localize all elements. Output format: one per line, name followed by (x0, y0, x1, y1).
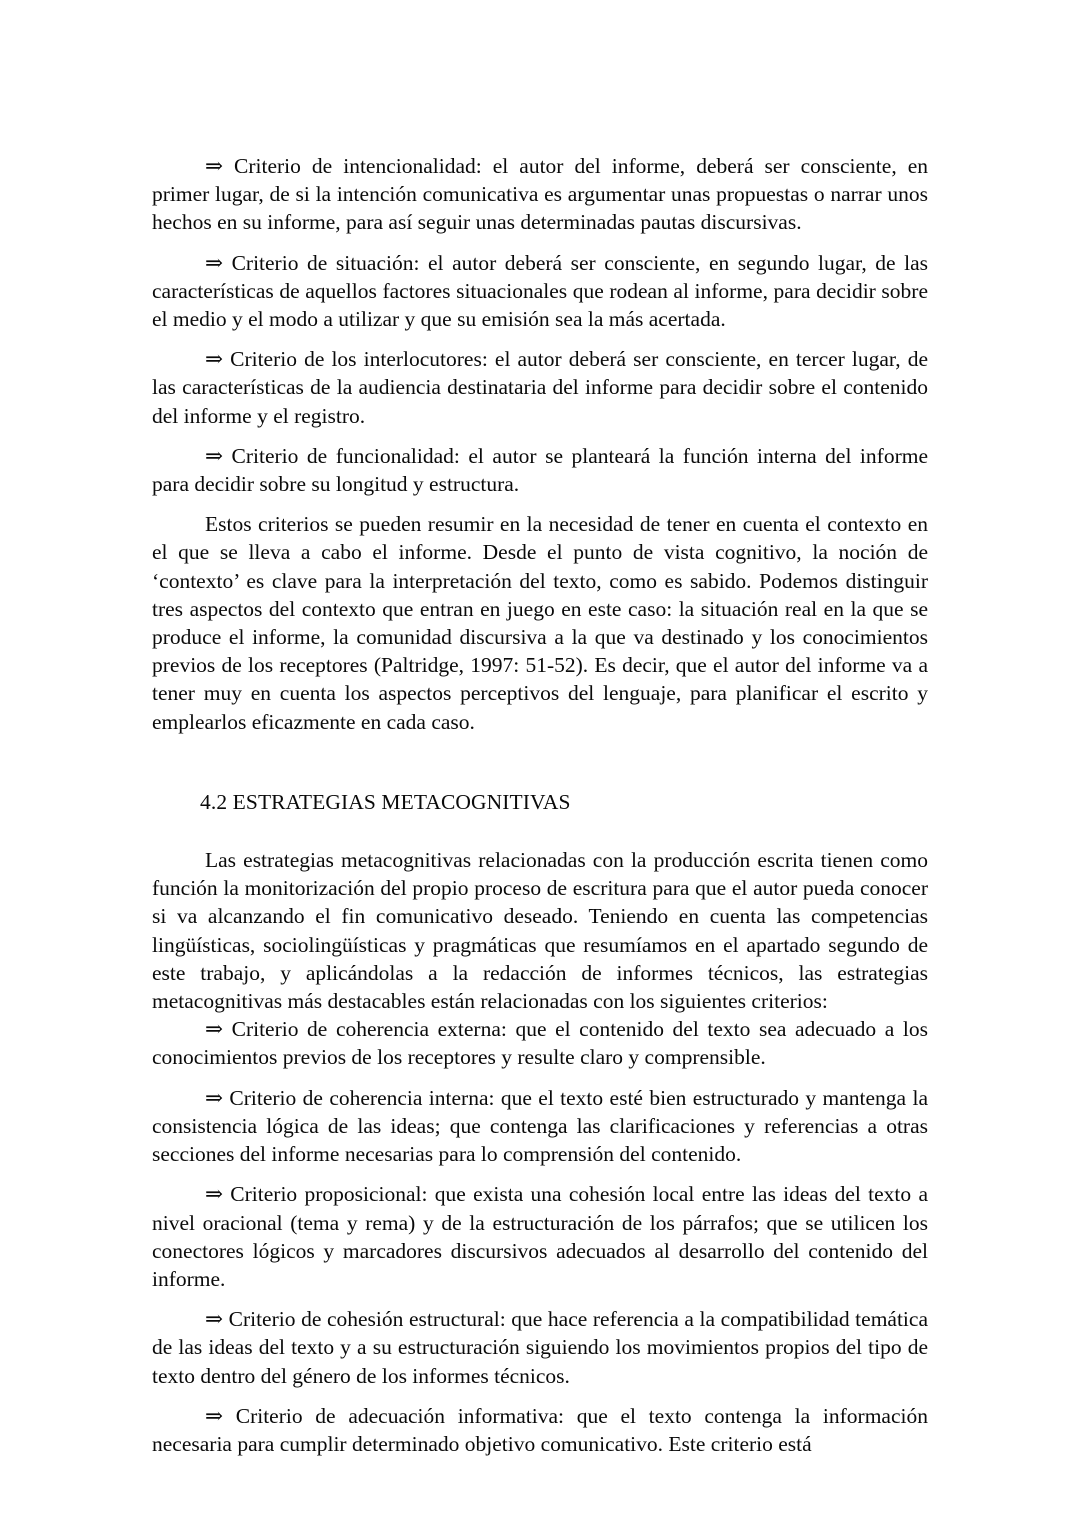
paragraph-estos-criterios: Estos criterios se pueden resumir en la necesidad de tener en cuenta el contexto en el que se lleva a cabo el informe. Desde el punto de vista cognitivo, la noción de ‘contexto’ es clave para la interpretación del texto, como es sabido. Podemos distinguir tres aspectos del contexto que entran en juego en este caso: la situación real en la que se produce el informe, la comunidad discursiva a la que va destinado y los conocimientos previos de los receptores (Paltridge, 1997: 51-52). Es decir, que el autor del informe va a tener muy en cuenta los aspectos perceptivos del lenguaje, para planificar el escrito y emplearlos eficazmente en cada caso. (152, 512, 928, 734)
paragraph-criterio-coherencia-externa: ⇒ Criterio de coherencia externa: que el contenido del texto sea adecuado a los conocimientos previos de los receptores y resulte claro y comprensible. (152, 1017, 928, 1070)
paragraph-criterio-proposicional: ⇒ Criterio proposicional: que exista una cohesión local entre las ideas del texto a nivel oracional (tema y rema) y de la estructuración de los párrafos; que se utilicen los conectores lógicos y marcadores discursivos adecuados al desarrollo del contenido del informe. (152, 1182, 928, 1291)
paragraph-criterio-coherencia-interna: ⇒ Criterio de coherencia interna: que el texto esté bien estructurado y mantenga la consistencia lógica de las ideas; que contenga las clarificaciones y referencias a otras secciones del informe necesarias para lo comprensión del contenido. (152, 1085, 928, 1167)
paragraph-criterio-adecuacion-informativa: ⇒ Criterio de adecuación informativa: que el texto contenga la información necesaria para cumplir determinado objetivo comunicativo. Este criterio está (152, 1403, 928, 1456)
paragraph-estrategias-intro: Las estrategias metacognitivas relacionadas con la producción escrita tienen como función la monitorización del propio proceso de escritura para que el autor pueda conocer si va alcanzando el fin comunicativo deseado. Teniendo en cuenta las competencias lingüísticas, sociolingüísticas y pragmáticas que resumíamos en el apartado segundo de este trabajo, y aplicándolas a la redacción de informes técnicos, las estrategias metacognitivas más destacables están relacionadas con los siguientes criterios: (152, 848, 928, 1014)
heading-spacer-below (152, 816, 928, 846)
paragraph-criterio-interlocutores: ⇒ Criterio de los interlocutores: el autor deberá ser consciente, en tercer lugar, de las características de la audiencia destinataria del informe para decidir sobre el contenido del informe y el registro. (152, 347, 928, 428)
paragraph-criterio-intencionalidad: ⇒ Criterio de intencionalidad: el autor del informe, deberá ser consciente, en primer lugar, de si la intención comunicativa es argumentar unas propuestas o narrar unos hechos en su informe, para así seguir unas determinadas pautas discursivas. (152, 154, 928, 235)
page-text-column (152, 152, 928, 1458)
paragraph-criterio-cohesion-estructural: ⇒ Criterio de cohesión estructural: que hace referencia a la compatibilidad temática de las ideas del texto y a su estructuración siguiendo los movimientos propios del tipo de texto dentro del género de los informes técnicos. (152, 1307, 928, 1388)
heading-spacer-above (152, 736, 928, 788)
paragraph-criterio-situacion: ⇒ Criterio de situación: el autor deberá ser consciente, en segundo lugar, de las características de aquellos factores situacionales que rodean al informe, para decidir sobre el medio y el modo a utilizar y que su emisión sea la más acertada. (152, 250, 928, 332)
paragraph-criterio-funcionalidad: ⇒ Criterio de funcionalidad: el autor se planteará la función interna del informe para decidir sobre su longitud y estructura. (152, 443, 928, 497)
section-heading-4-2: 4.2 ESTRATEGIAS METACOGNITIVAS (200, 789, 571, 814)
